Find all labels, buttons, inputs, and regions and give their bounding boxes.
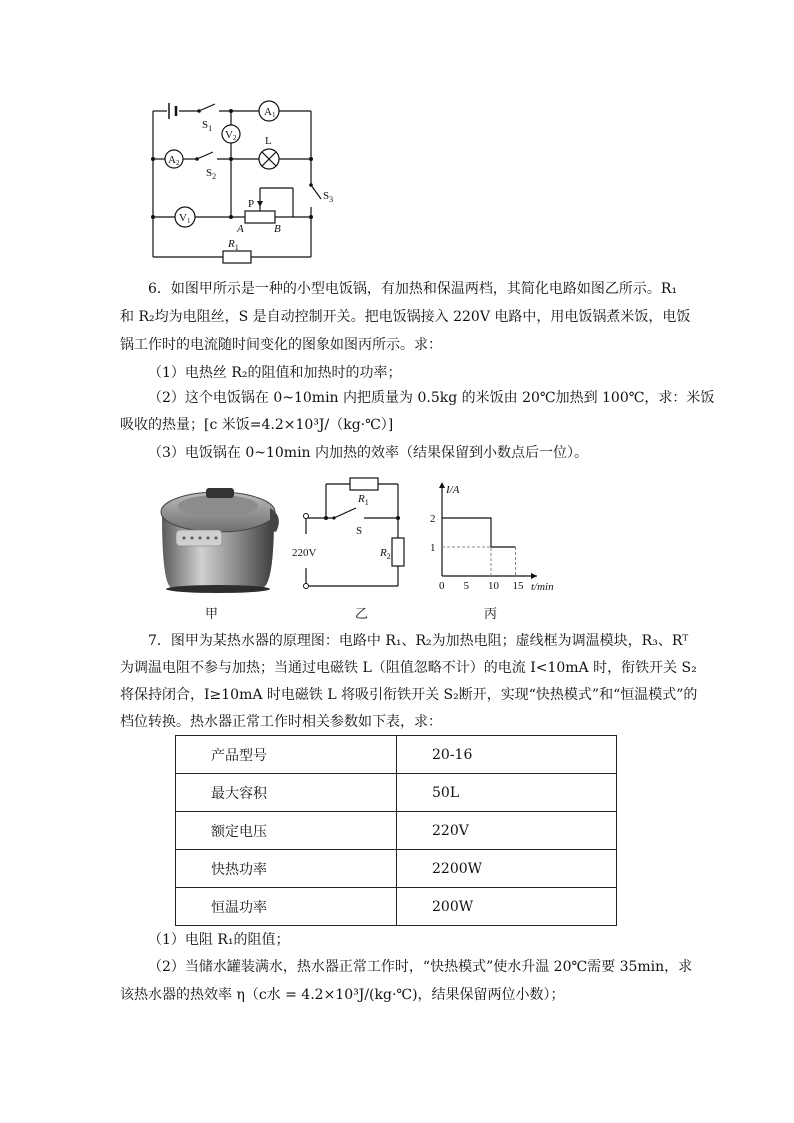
- label-v2: V2: [225, 129, 237, 142]
- table-cell: 额定电压: [176, 812, 397, 850]
- label-l: L: [265, 135, 272, 147]
- label-s1: $S_1$: [202, 119, 213, 133]
- y-tick-label: 2: [430, 513, 436, 525]
- label-b: B: [274, 223, 281, 235]
- label-s3: $S_3$: [323, 190, 334, 204]
- q7-sub1: （1）电阻 R₁的阻值；: [148, 932, 290, 948]
- q7-sub2b: 该热水器的热效率 η（c水 = 4.2×10³J/(kg·℃)，结果保留两位小数）；: [120, 987, 565, 1003]
- label-r1: $R_1$: [228, 238, 239, 252]
- rice-cooker-image: [152, 476, 284, 596]
- current-time-graph: [425, 476, 565, 592]
- rice-cooker-circuit: [286, 476, 426, 596]
- table-cell: 2200W: [397, 850, 617, 888]
- label-a: A: [237, 223, 244, 235]
- x-axis-arrow: [531, 573, 537, 579]
- caption-jia: 甲: [205, 607, 219, 622]
- current-series-line: [442, 518, 516, 547]
- table-cell: 最大容积: [176, 774, 397, 812]
- circuit-label-voltage: 220V: [292, 547, 317, 559]
- caption-yi: 乙: [355, 607, 369, 622]
- q7-line3: 将保持闭合，I≥10mA 时电磁铁 L 将吸引衔铁开关 S₂断开，实现“快热模式”和“恒温模式”的: [120, 687, 698, 703]
- table-cell: 产品型号: [176, 736, 397, 774]
- q6-sub1: （1）电热丝 R₂的阻值和加热时的功率；: [148, 365, 402, 381]
- x-tick-label: 15: [512, 580, 524, 592]
- label-v1: V1: [179, 212, 191, 225]
- q7-line2: 为调温电阻不参与加热；当通过电磁铁 L（阻值忽略不计）的电流 I<10mA 时，衔铁开关 S₂: [120, 660, 697, 676]
- q6-sub2b: 吸收的热量；[c 米饭=4.2×10³J/（kg·℃）]: [120, 417, 394, 433]
- table-row: [176, 812, 617, 850]
- q6-sub2a: （2）这个电饭锅在 0~10min 内把质量为 0.5kg 的米饭由 20℃加热到 100℃，求：米饭: [148, 390, 715, 406]
- circuit-label-r2: $R_2$: [380, 547, 391, 561]
- y-axis-label: I/A: [446, 484, 460, 496]
- q6-sub3: （3）电饭锅在 0~10min 内加热的效率（结果保留到小数点后一位）。: [148, 445, 589, 461]
- circuit-label-s: S: [356, 525, 363, 537]
- x-tick-label: 0: [439, 580, 445, 592]
- table-row: [176, 736, 617, 774]
- q6-line2: 和 R₂均为电阻丝，S 是自动控制开关。把电饭锅接入 220V 电路中，用电饭锅煮米饭，电饭: [120, 309, 691, 325]
- y-axis-arrow: [439, 482, 445, 488]
- q6-line3: 锅工作时的电流随时间变化的图象如图丙所示。求：: [120, 337, 442, 353]
- caption-bing: 丙: [484, 607, 498, 622]
- q7-line4: 档位转换。热水器正常工作时相关参数如下表，求：: [120, 714, 442, 730]
- table-row: [176, 774, 617, 812]
- spec-table: [175, 735, 617, 926]
- table-cell: 快热功率: [176, 850, 397, 888]
- label-p: P: [248, 198, 255, 210]
- q6-line1: 6．如图甲所示是一种的小型电饭锅，有加热和保温两档，其简化电路如图乙所示。R₁: [148, 281, 678, 297]
- table-cell: 50L: [397, 774, 617, 812]
- table-row: [176, 888, 617, 926]
- q7-sub2a: （2）当储水罐装满水，热水器正常工作时，“快热模式”使水升温 20℃需要 35min，求: [148, 959, 693, 975]
- top-circuit-diagram: [145, 95, 345, 265]
- table-cell: 200W: [397, 888, 617, 926]
- label-a2: A2: [168, 154, 180, 167]
- circuit-label-r1: $R_1$: [358, 493, 369, 507]
- table-row: [176, 850, 617, 888]
- label-a1: A1: [264, 106, 276, 119]
- table-cell: 20-16: [397, 736, 617, 774]
- x-tick-label: 10: [488, 580, 499, 592]
- table-cell: 恒温功率: [176, 888, 397, 926]
- table-cell: 220V: [397, 812, 617, 850]
- x-axis-label: t/min: [531, 581, 554, 592]
- x-tick-label: 5: [463, 580, 469, 592]
- label-s2: $S_2$: [206, 167, 217, 181]
- q7-line1: 7．图甲为某热水器的原理图：电路中 R₁、R₂为加热电阻；虚线框为调温模块，R₃、Rᵀ: [148, 633, 689, 649]
- y-tick-label: 1: [430, 542, 436, 554]
